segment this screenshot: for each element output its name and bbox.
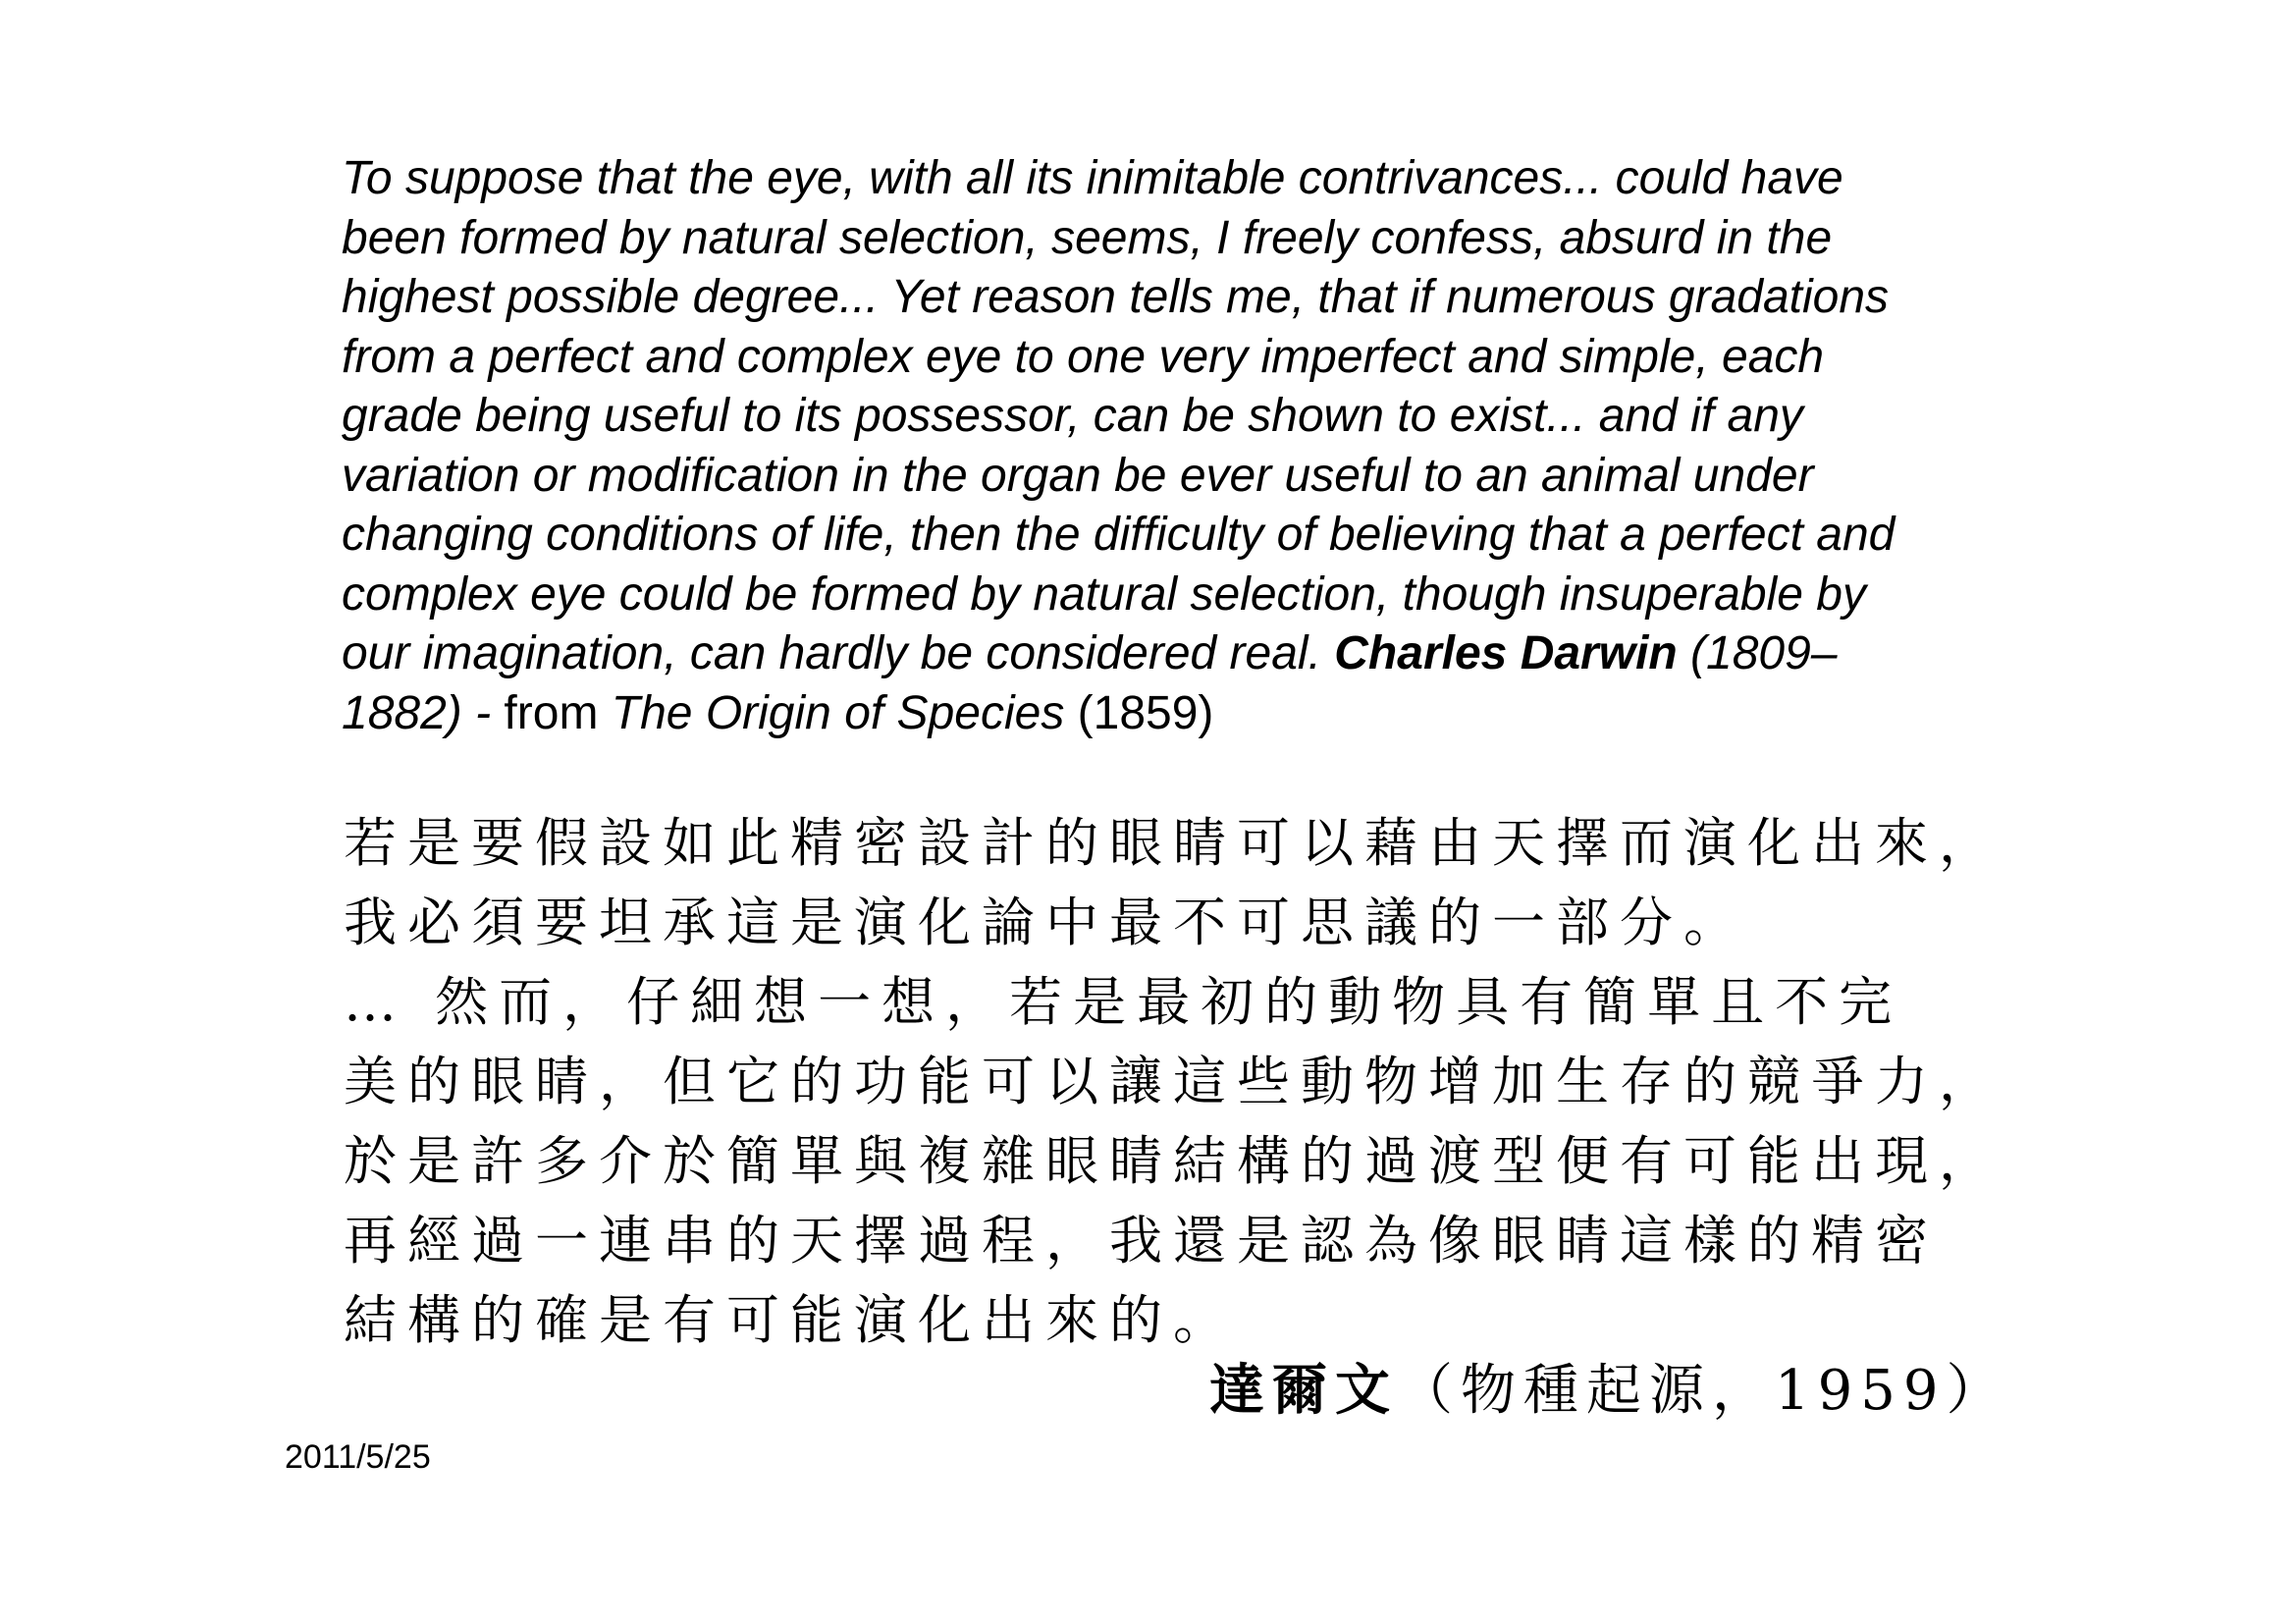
english-quote-line: variation or modification in the organ be ever useful to an animal under bbox=[342, 449, 1814, 502]
english-quote-line bbox=[342, 624, 1991, 684]
author-dates-end: 1882) - bbox=[342, 686, 505, 739]
book-title: The Origin of Species bbox=[611, 686, 1065, 739]
chinese-quote-line: 若是要假設如此精密設計的眼睛可以藉由天擇而演化出來， bbox=[344, 812, 2002, 874]
chinese-quote-line: 再經過一連串的天擇過程，我還是認為像眼睛這樣的精密 bbox=[344, 1210, 1939, 1271]
english-quote-line: grade being useful to its possessor, can be shown to exist... and if any bbox=[342, 390, 1803, 442]
slide-date: 2011/5/25 bbox=[285, 1438, 431, 1476]
english-quote-line bbox=[342, 684, 1991, 744]
book-year: (1859) bbox=[1064, 686, 1214, 739]
chinese-quote-line: … 然而，仔細想一想，若是最初的動物具有簡單且不完 bbox=[344, 971, 1903, 1033]
chinese-quote-line: 於是許多介於簡單與複雜眼睛結構的過渡型便有可能出現， bbox=[344, 1130, 2002, 1192]
chinese-quote bbox=[344, 803, 2091, 1360]
quote-author-name: Charles Darwin bbox=[1334, 627, 1678, 679]
english-quote-line: changing conditions of life, then the difficulty of believing that a perfect and bbox=[342, 509, 1896, 561]
english-quote-line: highest possible degree... Yet reason tells me, that if numerous gradations bbox=[342, 271, 1890, 323]
english-quote-line: from a perfect and complex eye to one very imperfect and simple, each bbox=[342, 330, 1825, 383]
english-quote bbox=[342, 149, 1991, 743]
from-word: from bbox=[504, 686, 612, 739]
chinese-quote-line: 我必須要坦承這是演化論中最不可思議的一部分。 bbox=[344, 892, 1747, 953]
chinese-attribution bbox=[1209, 1353, 2009, 1429]
english-quote-line: complex eye could be formed by natural selection, though insuperable by bbox=[342, 568, 1866, 621]
chinese-author-name: 達爾文 bbox=[1209, 1358, 1398, 1423]
chinese-quote-line: 結構的確是有可能演化出來的。 bbox=[344, 1289, 1237, 1351]
chinese-source: （物種起源，1959） bbox=[1398, 1359, 2009, 1423]
english-quote-line: been formed by natural selection, seems, I freely confess, absurd in the bbox=[342, 211, 1833, 264]
chinese-quote-line: 美的眼睛，但它的功能可以讓這些動物增加生存的競爭力， bbox=[344, 1051, 2002, 1112]
english-quote-line: To suppose that the eye, with all its inimitable contrivances... could have bbox=[342, 152, 1843, 204]
english-quote-text: our imagination, can hardly be considered real. bbox=[342, 627, 1335, 679]
author-dates-start: (1809– bbox=[1677, 627, 1838, 679]
